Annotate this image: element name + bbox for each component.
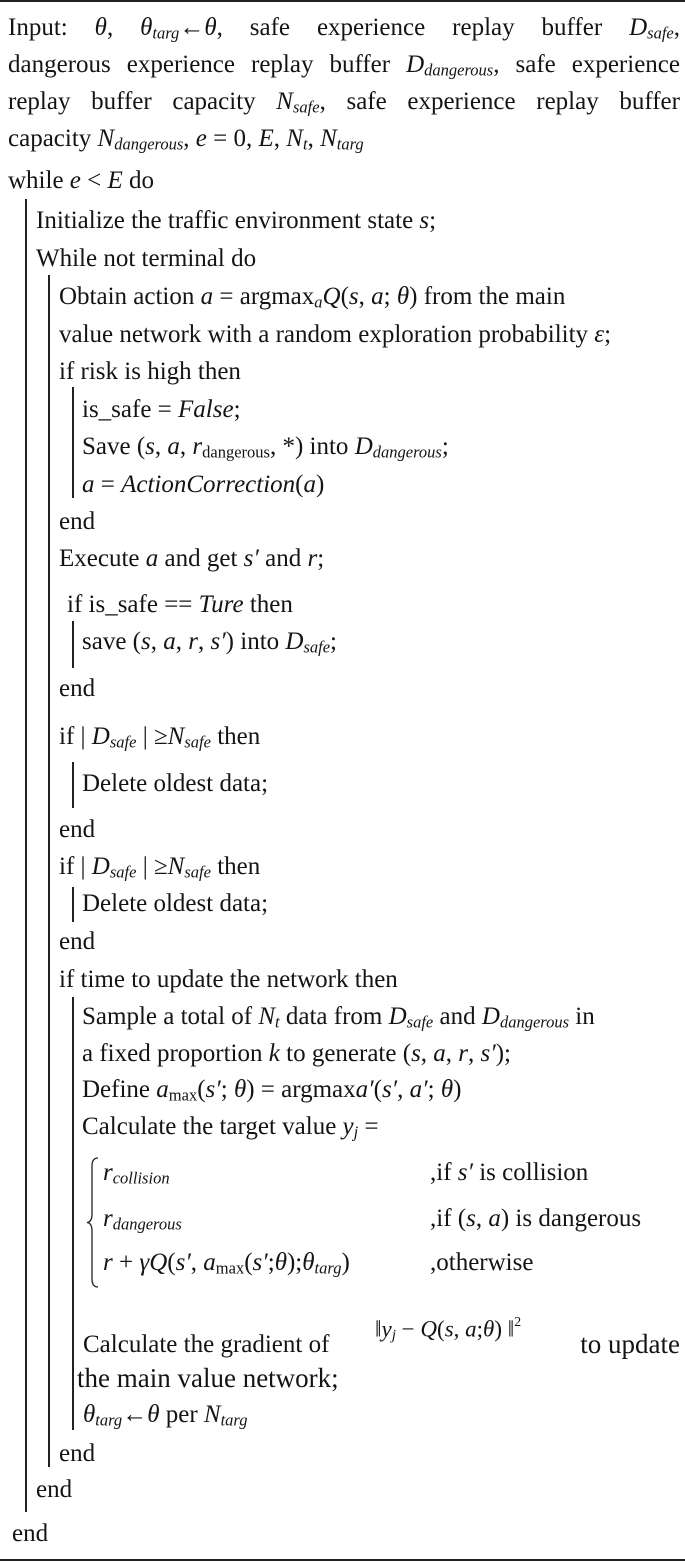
text-segment: to generate ( — [279, 1040, 412, 1067]
text-segment: r — [307, 545, 318, 572]
text-segment: r — [103, 1159, 113, 1186]
text-segment: θ — [204, 14, 217, 41]
text-segment: dangerous experience replay buffer — [8, 51, 407, 78]
text-segment: a — [465, 1316, 477, 1342]
text-segment: = argmax — [213, 283, 315, 310]
text-segment: and — [258, 545, 308, 572]
text-segment: a — [371, 283, 384, 310]
text-segment: a — [163, 628, 176, 655]
text-segment: D — [388, 1003, 407, 1030]
text-segment: , — [475, 1205, 489, 1232]
text-segment: + — [112, 1249, 140, 1276]
text-segment: θ — [396, 283, 410, 310]
text-segment: ( — [197, 1076, 206, 1103]
save-safe-line — [82, 627, 337, 663]
text-segment: ,otherwise — [430, 1249, 534, 1276]
target-value-line — [82, 1112, 379, 1148]
text-segment: if | — [59, 723, 92, 750]
text-segment: D — [481, 1003, 500, 1030]
delete-block-bar-1 — [72, 762, 74, 808]
text-segment: Ture — [198, 591, 244, 618]
text-segment: safe — [184, 732, 211, 752]
text-segment: ); — [495, 1040, 512, 1067]
text-segment: end — [59, 816, 96, 843]
text-segment: e — [195, 125, 207, 152]
action-correction-line — [82, 470, 324, 500]
while-not-terminal-line — [36, 244, 256, 274]
text-segment: , safe experience replay buffer — [216, 14, 630, 41]
case-otherwise-condition — [430, 1248, 533, 1278]
text-segment: s′ — [243, 545, 259, 572]
text-segment: Calculate the gradient of — [83, 1331, 330, 1358]
text-segment: end — [59, 508, 96, 535]
end-capacity-line-2 — [59, 927, 95, 957]
text-segment: data from — [279, 1003, 389, 1030]
text-segment: Input: — [8, 14, 95, 41]
text-segment: s′ — [210, 628, 226, 655]
text-segment: a — [433, 1040, 446, 1067]
text-segment: , — [453, 1316, 466, 1342]
text-segment: max — [215, 1258, 245, 1278]
text-segment: if | — [59, 853, 92, 880]
while-episode-line — [8, 166, 154, 196]
text-segment: ) — [453, 1076, 462, 1103]
text-segment: ; — [220, 1076, 234, 1103]
text-segment: targ — [314, 1258, 342, 1278]
text-segment: s — [419, 207, 430, 234]
target-network-sync-line — [83, 1400, 247, 1436]
input-line-3 — [8, 87, 680, 123]
text-segment: a — [167, 433, 180, 460]
loss-norm-expression — [375, 1307, 521, 1351]
text-segment: D — [406, 51, 425, 78]
text-segment: ← — [179, 14, 205, 41]
text-segment: N — [320, 125, 337, 152]
text-segment: N — [286, 125, 303, 152]
text-segment: , — [190, 1249, 204, 1276]
obtain-action-line-cont — [59, 320, 611, 350]
text-segment: do — [122, 167, 155, 194]
text-segment: ( — [437, 1316, 445, 1342]
text-segment: s′ — [381, 1076, 398, 1103]
text-segment: if is_safe == — [67, 591, 199, 618]
if-update-network-line — [59, 965, 398, 995]
text-segment: = 0, — [206, 125, 259, 152]
text-segment: , — [673, 14, 680, 41]
text-segment: , — [106, 14, 141, 41]
case-collision-condition — [430, 1158, 588, 1188]
text-segment: end — [36, 1476, 73, 1503]
text-segment: Define — [82, 1076, 157, 1103]
text-segment: θ — [302, 1249, 315, 1276]
text-segment: j — [391, 1326, 396, 1344]
text-segment: , — [468, 1040, 481, 1067]
text-segment: < — [80, 167, 108, 194]
text-segment: r — [188, 628, 198, 655]
text-segment: | ≥ — [136, 853, 168, 880]
gradient-line-prefix — [83, 1330, 329, 1360]
obtain-action-line — [59, 282, 565, 318]
text-segment: , — [175, 628, 189, 655]
text-segment: θ — [83, 1401, 96, 1428]
text-segment: per — [159, 1401, 204, 1428]
text-segment: Save ( — [82, 433, 146, 460]
text-segment: ← — [122, 1401, 148, 1428]
text-segment: N — [276, 88, 293, 115]
execute-action-line — [59, 544, 324, 574]
text-segment: Calculate the target value — [82, 1113, 343, 1140]
if-capacity-line-1 — [59, 722, 260, 758]
text-segment: , — [183, 125, 196, 152]
text-segment: s — [348, 283, 359, 310]
end-while-terminal-line — [36, 1475, 72, 1505]
end-if-safe-line — [59, 674, 95, 704]
text-segment: γ — [139, 1249, 150, 1276]
is-safe-false-line — [82, 395, 241, 425]
text-segment: ; — [427, 1076, 441, 1103]
text-segment: ( — [167, 1249, 176, 1276]
text-segment: s′ — [480, 1040, 496, 1067]
text-segment: targ — [95, 1410, 123, 1430]
text-segment: , safe experience — [493, 51, 680, 78]
text-segment: N — [258, 1003, 276, 1030]
text-segment: end — [59, 928, 96, 955]
text-segment: dangerous — [372, 442, 442, 462]
text-segment: ) ‖ — [494, 1316, 515, 1342]
text-segment: j — [353, 1122, 359, 1142]
text-segment: θ — [147, 1401, 160, 1428]
text-segment: ; — [267, 1249, 275, 1276]
text-segment: end — [12, 1520, 49, 1547]
text-segment: s′ — [457, 1159, 473, 1186]
text-segment: targ — [220, 1410, 248, 1430]
text-segment: Delete oldest data; — [82, 890, 269, 917]
text-segment: ,if ( — [430, 1205, 467, 1232]
case-dangerous-value — [103, 1204, 182, 1240]
text-segment: dangerous — [424, 60, 494, 80]
text-segment: t — [302, 134, 308, 154]
text-segment: the main value network; — [77, 1363, 339, 1393]
text-segment: end — [59, 1440, 96, 1467]
text-segment: e — [69, 167, 81, 194]
text-segment: save ( — [82, 628, 141, 655]
define-amax-line — [82, 1075, 461, 1111]
text-segment: safe — [109, 862, 137, 882]
text-segment: r — [103, 1205, 113, 1232]
if-capacity-line-2 — [59, 852, 260, 888]
input-line-2 — [8, 50, 680, 86]
text-segment: , — [179, 433, 193, 460]
text-segment: s′ — [175, 1249, 191, 1276]
text-segment: ; — [441, 433, 449, 460]
text-segment: = — [94, 471, 122, 498]
text-segment: targ — [336, 134, 364, 154]
text-segment: ) = argmax — [246, 1076, 356, 1103]
text-segment: a — [156, 1076, 169, 1103]
text-segment: ; — [330, 628, 337, 655]
case-collision-value — [103, 1158, 170, 1194]
text-segment: , — [150, 628, 164, 655]
text-segment: ( — [373, 1076, 382, 1103]
text-segment: then — [210, 723, 261, 750]
delete-oldest-line-1 — [82, 769, 268, 799]
case-dangerous-condition — [430, 1204, 641, 1234]
text-segment: ( — [340, 283, 349, 310]
text-segment: , *) into — [269, 433, 355, 460]
if-risk-high-line — [59, 357, 241, 387]
text-segment: Sample a total of — [82, 1003, 259, 1030]
is-safe-block-bar — [72, 621, 74, 668]
text-segment: dangerous — [499, 1012, 569, 1032]
text-segment: replay buffer capacity — [8, 88, 277, 115]
text-segment: D — [354, 433, 373, 460]
delete-oldest-line-2 — [82, 889, 268, 919]
text-segment: a — [203, 1249, 216, 1276]
delete-block-bar-2 — [72, 887, 74, 922]
input-line-1 — [8, 13, 680, 49]
text-segment: Initialize the traffic environment state — [36, 207, 420, 234]
text-segment: s — [444, 1316, 454, 1342]
text-segment: in — [569, 1003, 595, 1030]
text-segment: is collision — [472, 1159, 589, 1186]
text-segment: safe — [292, 97, 320, 117]
text-segment: ) into — [225, 628, 286, 655]
text-segment: ‖ — [375, 1316, 382, 1342]
text-segment: ) — [341, 1249, 350, 1276]
text-segment: 2 — [514, 1314, 522, 1329]
text-segment: a — [314, 292, 323, 312]
text-segment: s′ — [252, 1249, 268, 1276]
text-segment: if time to update the network then — [59, 966, 398, 993]
gradient-line-cont — [77, 1363, 339, 1393]
text-segment: and — [433, 1003, 482, 1030]
text-segment: False — [178, 396, 234, 423]
case-otherwise-value — [103, 1248, 350, 1284]
text-segment: a′ — [409, 1076, 428, 1103]
text-segment: N — [167, 853, 185, 880]
text-segment: a′ — [355, 1076, 374, 1103]
text-segment: a — [303, 471, 316, 498]
text-segment: ) from the main — [409, 283, 566, 310]
text-segment: ); — [286, 1249, 303, 1276]
text-segment: capacity — [8, 125, 98, 152]
text-segment: r — [103, 1249, 113, 1276]
text-segment: safe — [303, 637, 331, 657]
text-segment: while — [8, 167, 70, 194]
text-segment: s — [411, 1040, 421, 1067]
text-segment: Q — [149, 1249, 168, 1276]
text-segment: ; — [383, 283, 397, 310]
text-segment: ) is dangerous — [500, 1205, 642, 1232]
text-segment: Execute — [59, 545, 146, 572]
gradient-line-suffix — [580, 1329, 680, 1359]
text-segment: safe — [184, 862, 211, 882]
left-brace-icon — [86, 1157, 100, 1288]
text-segment: ( — [295, 471, 304, 498]
text-segment: While not terminal do — [36, 245, 257, 272]
text-segment: N — [203, 1401, 221, 1428]
risk-block-bar — [72, 387, 74, 498]
text-segment: a fixed proportion — [82, 1040, 269, 1067]
text-segment: ActionCorrection — [121, 471, 296, 498]
text-segment: dangerous — [112, 1214, 182, 1234]
top-rule — [0, 0, 685, 2]
text-segment: D — [285, 628, 304, 655]
text-segment: safe — [109, 732, 137, 752]
text-segment: N — [97, 125, 115, 152]
text-segment: value network with a random exploration probability — [59, 321, 595, 348]
text-segment: , — [358, 283, 372, 310]
text-segment: s′ — [205, 1076, 221, 1103]
text-segment: safe — [406, 1012, 434, 1032]
text-segment: safe — [647, 23, 674, 43]
text-segment: a — [200, 283, 214, 310]
text-segment: r — [192, 433, 203, 460]
text-segment: ε — [594, 321, 605, 348]
text-segment: ; — [604, 321, 612, 348]
text-segment: D — [629, 14, 648, 41]
text-segment: θ — [140, 14, 153, 41]
text-segment: then — [210, 853, 261, 880]
text-segment: θ — [483, 1316, 495, 1342]
end-if-update-line — [59, 1439, 95, 1469]
text-segment: θ — [233, 1076, 247, 1103]
text-segment: s — [141, 628, 151, 655]
text-segment: and get — [158, 545, 244, 572]
text-segment: r — [458, 1040, 469, 1067]
text-segment: , — [197, 628, 211, 655]
text-segment: , — [273, 125, 287, 152]
text-segment: | ≥ — [136, 723, 168, 750]
bottom-rule — [0, 1559, 685, 1561]
text-segment: dangerous — [202, 442, 270, 462]
text-segment: ; — [233, 396, 241, 423]
if-is-safe-line — [67, 590, 293, 620]
text-segment: max — [168, 1085, 198, 1105]
text-segment: , safe experience replay buffer — [319, 88, 680, 115]
text-segment: ; — [476, 1316, 484, 1342]
text-segment: end — [59, 675, 96, 702]
text-segment: Q — [420, 1316, 438, 1342]
text-segment: t — [275, 1012, 280, 1032]
initialize-state-line — [36, 206, 436, 236]
text-segment: , — [445, 1040, 459, 1067]
text-segment: dangerous — [114, 134, 184, 154]
end-if-risk-line — [59, 507, 95, 537]
text-segment: ; — [317, 545, 325, 572]
input-line-4 — [8, 124, 364, 160]
text-segment: = — [358, 1113, 379, 1140]
update-block-bar — [72, 997, 74, 1430]
end-while-episode-line — [12, 1519, 48, 1549]
text-segment: D — [91, 853, 110, 880]
text-segment: D — [91, 723, 110, 750]
text-segment: is_safe = — [82, 396, 179, 423]
text-segment: ) — [316, 471, 325, 498]
text-segment: E — [258, 125, 274, 152]
text-segment: E — [107, 167, 123, 194]
text-segment: targ — [152, 23, 180, 43]
text-segment: − — [395, 1316, 421, 1342]
text-segment: a — [488, 1205, 501, 1232]
text-segment: then — [243, 591, 293, 618]
text-segment: y — [342, 1113, 354, 1140]
end-capacity-line-1 — [59, 815, 95, 845]
text-segment: s — [145, 433, 155, 460]
text-segment: y — [381, 1316, 392, 1342]
text-segment: θ — [94, 14, 107, 41]
text-segment: ,if — [430, 1159, 458, 1186]
sample-data-line — [82, 1002, 595, 1038]
episode-loop-block-bar — [25, 199, 27, 1512]
text-segment: N — [167, 723, 185, 750]
text-segment: , — [307, 125, 321, 152]
text-segment: , — [397, 1076, 410, 1103]
text-segment: s — [466, 1205, 476, 1232]
text-segment: collision — [112, 1168, 170, 1188]
save-dangerous-line — [82, 432, 449, 468]
text-segment: , — [420, 1040, 434, 1067]
text-segment: ( — [244, 1249, 253, 1276]
text-segment: to update — [580, 1329, 680, 1359]
text-segment: a — [145, 545, 159, 572]
text-segment: a — [82, 471, 95, 498]
text-segment: k — [268, 1040, 280, 1067]
text-segment: θ — [274, 1249, 287, 1276]
text-segment: Delete oldest data; — [82, 770, 269, 797]
sample-data-line-cont — [82, 1039, 511, 1069]
text-segment: Q — [322, 283, 341, 310]
text-segment: , — [154, 433, 168, 460]
text-segment: Obtain action — [59, 283, 201, 310]
text-segment: if risk is high then — [59, 358, 241, 385]
text-segment: θ — [440, 1076, 454, 1103]
step-loop-block-bar — [48, 275, 50, 1467]
text-segment: ; — [429, 207, 437, 234]
